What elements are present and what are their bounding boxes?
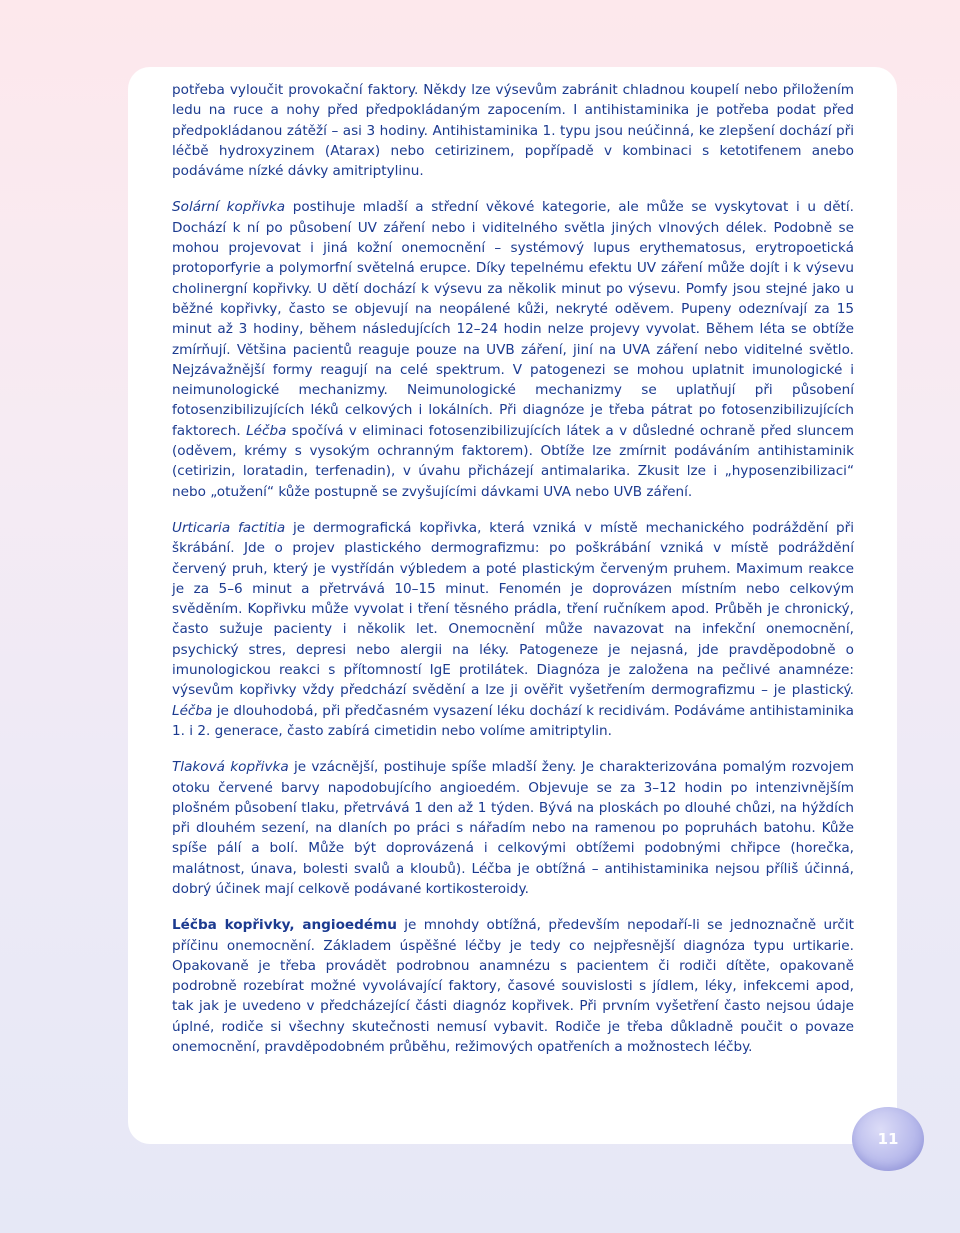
article-body bbox=[172, 80, 854, 1057]
paragraph-urticaria-treatment bbox=[172, 915, 854, 1057]
bold-term: Léčba kopřivky, angioedému bbox=[172, 917, 397, 934]
italic-term: Solární kopřivka bbox=[172, 199, 286, 216]
paragraph-solar-urticaria bbox=[172, 197, 854, 501]
italic-term: Léčba bbox=[172, 702, 213, 719]
paragraph-text: je dlouhodobá, při předčasném vysazení léku dochází k recidivám. Podáváme antihistaminika 1. i 2. generace, často zabírá cimetidin nebo volíme amitriptylin. bbox=[172, 702, 854, 739]
paragraph-urticaria-factitia bbox=[172, 518, 854, 741]
page-number: 11 bbox=[877, 1130, 899, 1148]
italic-term: Léčba bbox=[246, 422, 287, 439]
page-number-badge bbox=[852, 1107, 924, 1171]
paragraph-text: je dermografická kopřivka, která vzniká v místě mechanického podráždění při škrábání. Jde o projev plastického dermografizmu: po poškrábání vzniká v místě podráždění červený pruh, který je vystřídán výbledem a poté plastickým červeným pruhem. Maximum reakce je za 5–6 minut a přetrvává 10–15 minut. Fenomén je doprovázen místním nebo celkovým svěděním. Kopřivku může vyvolat i tření těsného prádla, tření ručníkem apod. Průběh je chronický, často sužuje pacienty i několik let. Onemocnění může navazovat na infekční onemocnění, psychický stres, depresi nebo alergii na léky. Patogeneze je nejasná, jde pravděpodobně o imunologickou reakci s přítomností IgE protilátek. Diagnóza je založena na pečlivé anamnéze: výsevům kopřivky vždy předchází svědění a lze ji ověřit vyšetřením dermografizmu – je plastický. bbox=[172, 519, 854, 699]
italic-term: Tlaková kopřivka bbox=[172, 759, 289, 776]
paragraph-text: je vzácnější, postihuje spíše mladší ženy. Je charakterizována pomalým rozvojem otoku červené barvy napodobujícího angioedém. Objevuje se za 3–12 hodin po intenzivnějším plošném působení tlaku, přetrvává 1 den až 1 týden. Bývá na ploskách po dlouhé chůzi, na hýždích při dlouhém sezení, na dlaních po práci s nářadím nebo na ramenou po popruhách batohu. Kůže spíše pálí a bolí. Může být doprovázená i celkovými obtížemi podobnými chřipce (horečka, malátnost, únava, bolesti svalů a kloubů). Léčba je obtížná – antihistaminika nejsou příliš účinná, dobrý účinek mají celkově podávané kortikosteroidy. bbox=[172, 759, 854, 897]
paragraph-text: spočívá v eliminaci fotosenzibilizujících látek a v důsledné ochraně před sluncem (oděvem, krémy s vysokým ochranným faktorem). Obtíže lze zmírnit podáváním antihistaminik (cetirizin, loratadin, terfenadin), v úvahu přicházejí antimalarika. Zkusit lze i „hyposenzibilizaci“ nebo „otužení“ kůže postupně se zvyšujícími dávkami UVA nebo UVB záření. bbox=[172, 422, 854, 500]
paragraph-provocation-factors bbox=[172, 80, 854, 181]
paragraph-text: je mnohdy obtížná, především nepodaří-li se jednoznačně určit příčinu onemocnění. Základem úspěšné léčby je tedy co nejpřesnější diagnóza typu urtikarie. Opakovaně je třeba provádět podrobnou anamnézu s pacientem či rodiči dítěte, opakovaně podrobně rozebírat možné vyvolávající faktory, časové souvislosti s jídlem, léky, infekcemi apod, tak jak je uvedeno v předcházející části diagnóz kopřivek. Při prvním vyšetření často nejsou údaje úplné, rodiče si všechny skutečnosti nemusí vybavit. Rodiče je třeba důkladně poučit o povaze onemocnění, pravděpodobném průběhu, režimových opatřeních a možnostech léčby. bbox=[172, 917, 854, 1056]
paragraph-text: potřeba vyloučit provokační faktory. Někdy lze výsevům zabránit chladnou koupelí nebo přiložením ledu na ruce a nohy před předpokládaným zapocením. I antihistaminika je potřeba podat před předpokládanou zátěží – asi 3 hodiny. Antihistaminika 1. typu jsou neúčinná, ke zlepšení dochází při léčbě hydroxyzinem (Atarax) nebo cetirizinem, popřípadě v kombinaci s ketotifenem anebo podáváme nízké dávky amitriptylinu. bbox=[172, 82, 854, 180]
paragraph-text: postihuje mladší a střední věkové kategorie, ale může se vyskytovat i u dětí. Dochází k ní po působení UV záření nebo i viditelného světla jiných vlnových délek. Podobně se mohou projevovat i jiná kožní onemocnění – systémový lupus erythematosus, erytropoetická protoporfyrie a polymorfní světelná erupce. Díky tepelnému efektu UV záření může dojít i k výsevu cholinergní kopřivky. U dětí dochází k výsevu za několik minut po výsevu. Pomfy jsou stejné jako u běžné kopřivky, často se objevují na neopálené kůži, nekryté oděvem. Pupeny odeznívají za 15 minut až 3 hodiny, během následujících 12–24 hodin nelze projevy vyvolat. Během léta se obtíže zmírňují. Většina pacientů reaguje pouze na UVB záření, jiní na UVA záření nebo viditelné světlo. Nejzávažnější formy reagují na celé spektrum. V patogenezi se mohou uplatnit imunologické i neimunologické mechanizmy. Neimunologické mechanizmy se uplatňují při působení fotosenzibilizujících léků celkových i lokálních. Při diagnóze je třeba pátrat po fotosenzibilizujících faktorech. bbox=[172, 199, 854, 439]
italic-term: Urticaria factitia bbox=[172, 519, 286, 536]
paragraph-pressure-urticaria bbox=[172, 757, 854, 899]
